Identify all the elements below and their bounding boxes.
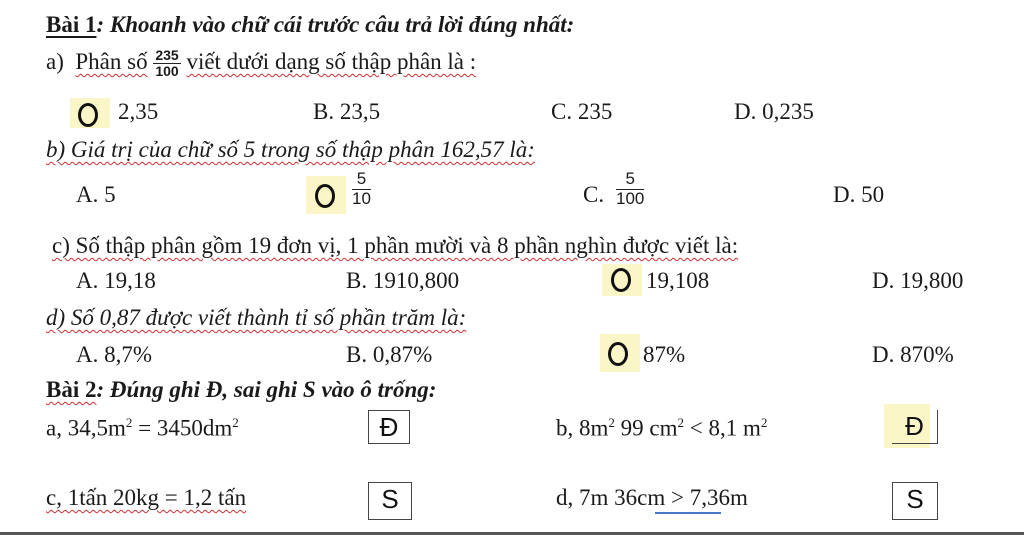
option-b-a[interactable]: A. 5 [76,182,116,207]
question-a [46,48,476,80]
bai2-title-num: Bài 2 [46,377,97,402]
option-a-b[interactable]: B. 23,5 [313,99,381,124]
option-c-b[interactable]: B. 1910,800 [346,268,460,293]
answer-box-a[interactable]: Đ [368,410,410,444]
bai2-item-a-mid: = 3450dm [132,415,233,441]
question-d: d) Số 0,87 được viết thành tỉ số phần trăm là: [46,305,467,330]
option-c-d[interactable]: D. 19,800 [872,268,964,293]
option-b-fraction[interactable] [352,170,371,208]
option-c-a[interactable]: A. 19,18 [76,268,156,293]
option-d-c[interactable]: 87% [643,342,686,367]
superscript: 2 [760,415,768,430]
option-d-b[interactable]: B. 0,87% [346,342,433,367]
answer-box-d[interactable]: S [892,482,938,520]
fraction-numerator: 235 [155,47,179,63]
bai2-item-b-pre: b, 8m [556,415,609,441]
answer-circle-a[interactable] [78,103,98,127]
fraction-denominator: 10 [352,188,371,208]
bai2-item-d-text: d, 7m 36cm > 7,36m [556,485,748,510]
cm-underline [655,512,721,514]
bai2-title-text: : Đúng ghi Đ, sai ghi S vào ô trống: [96,377,437,402]
fraction-denominator: 100 [155,63,179,80]
option-c-c[interactable]: 19,108 [646,268,710,293]
answer-box-b[interactable]: Đ [892,410,938,444]
bai1-title-num: Bài 1 [46,12,97,37]
answer-circle-b[interactable] [315,184,335,208]
superscript: 2 [677,415,684,430]
question-a-prefix: a) [46,49,64,75]
bottom-border [0,532,1024,535]
fraction-numerator: 5 [352,170,371,190]
bai2-title [46,377,436,403]
option-d-a[interactable]: A. 8,7% [76,342,153,367]
bai1-title-text: : Khoanh vào chữ cái trước câu trả lời đúng nhất: [96,12,575,37]
bai2-item-b [556,415,767,442]
option-a-c[interactable]: C. 235 [551,99,613,124]
question-c: c) Số thập phân gồm 19 đơn vị, 1 phần mười và 8 phần nghìn được viết là: [52,233,739,258]
bai2-item-c-text: c, 1tấn 20kg = 1,2 tấn [46,485,247,510]
bai2-item-b-mid: 99 cm [614,415,678,441]
superscript: 2 [608,415,615,430]
fraction-numerator: 5 [616,170,644,190]
bai2-item-c [46,485,246,511]
question-a-text-pre: Phân số [75,49,148,75]
superscript: 2 [232,415,239,430]
superscript: 2 [125,415,133,430]
fraction-denominator: 100 [616,188,645,208]
question-a-text-post: viết dưới dạng số thập phân là : [186,49,477,75]
question-b: b) Giá trị của chữ số 5 trong số thập phân 162,57 là: [46,137,535,162]
answer-circle-c[interactable] [611,268,631,292]
answer-box-c[interactable]: S [368,482,412,520]
option-b-d[interactable]: D. 50 [833,182,885,207]
option-b-c-fraction[interactable] [616,170,644,208]
option-a-a[interactable]: 2,35 [118,99,159,124]
bai2-item-a-pre: a, 34,5m [46,415,126,441]
bai2-item-d [556,485,748,511]
option-b-c-label[interactable]: C. [583,182,605,207]
option-a-d[interactable]: D. 0,235 [734,99,814,124]
answer-circle-d[interactable] [608,342,628,366]
question-a-fraction [153,48,180,80]
bai2-item-a [46,415,239,442]
option-d-d[interactable]: D. 870% [872,342,954,367]
bai1-title [46,12,1024,38]
bai2-item-b-post: < 8,1 m [684,415,761,441]
